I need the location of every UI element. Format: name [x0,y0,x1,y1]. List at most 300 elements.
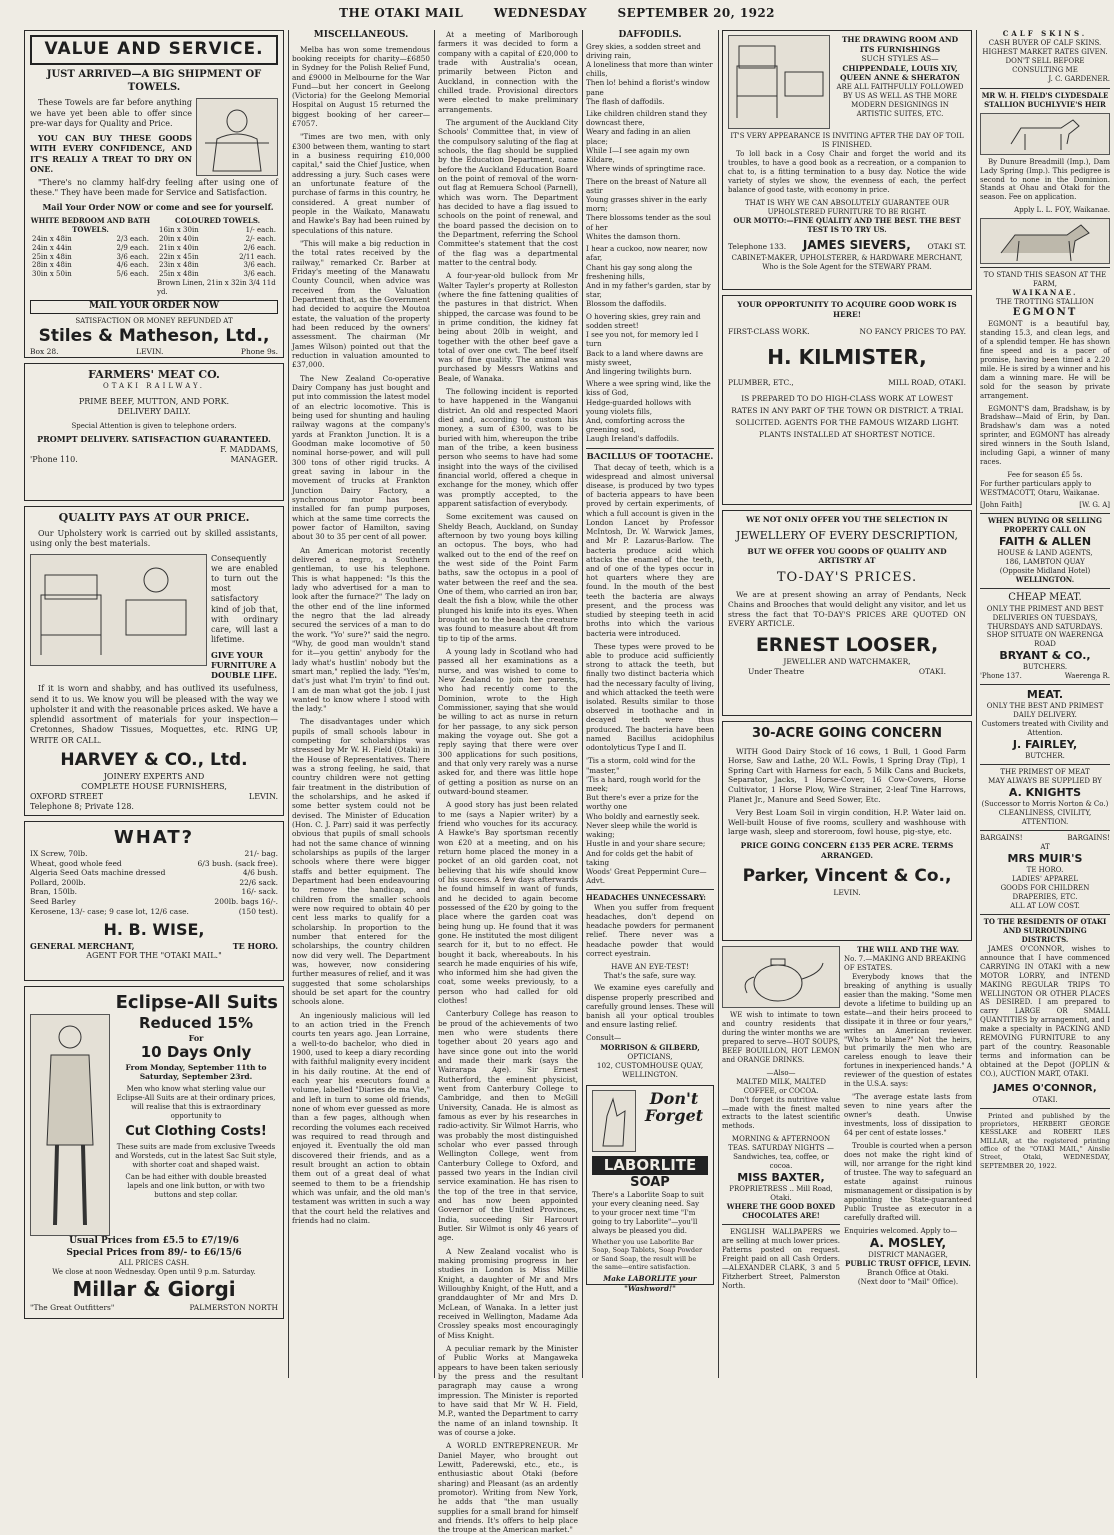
ad-text: DELIVERY DAILY. [117,407,191,417]
address: Under Theatre [748,666,805,676]
ad-text: JOINERY EXPERTS AND [103,771,205,781]
mail-order-banner: MAIL YOUR ORDER NOW [30,300,278,314]
column-rule [434,30,435,1378]
usual-prices: Usual Prices from £5.5 to £7/19/6 [69,1236,239,1247]
table-row [157,270,278,279]
white-towels-table [30,235,151,280]
firm-name: ERNEST LOOSER, [755,633,939,656]
section-title: MISCELLANEOUS. [313,30,409,40]
item: Algeria Seed Oats machine dressed [30,868,166,878]
address: (Next door to "Mail" Office). [857,1277,959,1286]
ad-headline: Don't [649,1088,699,1108]
harvey-ad [24,506,284,816]
headline: Cut Clothing Costs! [125,1123,267,1139]
towel-illustration [196,98,278,176]
town: Waerenga R. [1064,672,1110,681]
firm-name: MORRISON & GILBERD, [600,1042,700,1052]
article-paragraph: The argument of the Auckland City Schools' Committee that, in view of the compulsory saluting of the flag at schools, the flag should be supplied by the Education Department, came before the Auckland Education Board on the point of removal of the worn-out flag at Remuera School (Parnell), which was worn. The Department has decided to have a flag issued to schools on the point of renewal, and the board passed the decision on to the Department, referring the School Committee's statement that the cost of the flag was a departmental matter to the central body. [438,117,578,267]
ad-headline: CHEAP MEAT. [1008,591,1082,603]
ad-text: For [188,1033,204,1044]
towel-drawing [197,99,277,175]
ad-text: ARE ALL FAITHFULLY FOLLOWED BY US AS WELL AS THE MORE MODERN DESIGNINGS IN ARTISTIC SUITES, ETC. [836,82,964,118]
ad-text: THE PRIMEST OF MEAT [1000,768,1090,777]
article-paragraph: A New Zealand vocalist who is making promising progress in her studies in London is Miss Millie Knight, a daughter of Mr and Mrs Willoughby Knight, of the Hutt, and a granddaughter of Mr and Mrs D. McLean, of Wanaka. In a letter just received in Wellington, Madame Ada Crossley speaks most encouragingly of Miss Knight. [438,1246,578,1340]
ad-heading: HEADACHES UNNECESSARY: [586,893,706,903]
chairs-drawing [31,555,206,665]
firm-name: Stiles & Matheson, Ltd., [38,325,270,346]
laborlite-ad [586,1085,714,1293]
firm-name: H. B. WISE, [103,920,205,940]
table-row [157,235,278,244]
price: 6/3 bush. (sack free). [197,858,278,868]
town: OTAKI ST. [927,242,966,252]
white-towels-heading: WHITE BEDROOM AND BATH TOWELS. [30,215,151,234]
ad-text: Enquiries welcomed. Apply to— [844,1226,958,1235]
firm-name: MRS MUIR'S [1007,852,1083,866]
ad-text: ONLY THE PRIMEST AND BEST [986,604,1104,613]
special-prices: Special Prices from 89/- to £6/15/6 [66,1247,242,1258]
price: 1/- each. [245,225,276,234]
firm-name: H. KILMISTER, [767,344,927,369]
ad-text: Special Attention is given to telephone orders. [71,421,237,430]
branch: Branch Office at Otaki. [867,1268,949,1277]
ad-text: WE NOT ONLY OFFER YOU THE SELECTION IN [746,515,948,524]
ad-text: Very Best Loam Soil in virgin condition, H.P. Water laid on. Well-built House of five rooms, scullery and washhouse with large wash, sleep and storeroom, fowl house, pig-stye, etc. [728,808,966,837]
size: 16in x 30in [159,225,199,234]
poem-stanza: O hovering skies, grey rain and sodden street! I see you not, for memory led I turn Back to a land where dawns are misty sweet, And lingering twilights burn. [586,311,704,376]
ad-text: EGMONT'S dam, Bradshaw, is by Bradshaw—Maid of Erin, by Dan. Bradshaw's dam was a noted sprinter, and EGMONT has already sired winners in the South Island, including Gapi, a winner of many races. [980,404,1110,467]
ad-subheading: No. 7.—MAKING AND BREAKING OF ESTATES. [844,954,966,972]
ad-text: We are at present showing an array of Pendants, Neck Chains and Brooches that would delight any visitor, and let us stress the fact that TO-DAY'S PRICES ARE QUOTED ON EVERY ARTICLE. [728,590,966,629]
ad-text: ALL AT LOW COST. [1010,901,1080,910]
article-paragraph: A four-year-old bullock from Mr Walter Tayler's property at Rolleston (where the fine fattening qualities of the pastures in that district. When shipped, the carcase was found to be in prime condition, the kidney fat being about 20lb in weight, and together with the other beef gave a total of over one cwt. The beef itself was of fine quality. The animal was purchased by Messrs Watkins and Beale, of Wanaka. [438,271,578,383]
box-number: Box 28. [30,347,59,357]
suit-drawing [31,1015,109,1235]
price: 4/6 each. [116,261,149,270]
imprint: Printed and published by the proprietors, HERBERT GEORGE KESSLAKE and ROBERT ILES MILLAR, at the registered printing office of the "OTAKI MAIL," Ainslie Street, Otaki, WEDNESDAY, SEPTEMBER 20, 1922. [980,1111,1110,1170]
ad-text: Consult— [586,1033,622,1043]
kilminster-ad [722,295,972,505]
ad-title: QUALITY PAYS AT OUR PRICE. [58,511,250,524]
ad-motto: OUR MOTTO:—FINE QUALITY AND THE BEST. THE BEST TEST IS TO TRY US. [733,215,961,234]
ad-text: PRIME BEEF, MUTTON, AND PORK. [78,397,230,407]
article-paragraph: Canterbury College has reason to be proud of the achievements of two men who were students there together about 20 years ago and have since gone out into the world and made their mark (says the Wairarapa Age). Sir Ernest Rutherford, the eminent physicist, went from Canterbury College to Cambridge, and then to McGill University, Canada. He is almost as famous as ever by his researches in radio-activity. Sir Wilmot Harris, who was probably the most distinguished scholar who ever passed through Wellington College, went from Canterbury College to Oxford, and passed two years in the Indian civil service examination. He has risen to the top of the tree in that service, and has now been appointed Governor of the United Provinces, India, succeeding Sir Harcourt Butler. Sir Wilmot is only 46 years of age. [438,1009,578,1243]
trade: CABINET-MAKER, UPHOLSTERER, & HARDWARE MERCHANT, [731,253,963,262]
chairs-illustration [728,35,830,129]
ad-text: CASH BUYER OF CALF SKINS. HIGHEST MARKET RATES GIVEN. DON'T SELL BEFORE CONSULTING ME [982,38,1108,74]
horse-drawing [981,219,1111,263]
ad-text: Everybody knows that the breaking of anything is usually easier than the making. "Some men devote a lifetime to building up an estate—and their heirs proceed to dissipate it in three or four years," writes an American reviewer. "Who's to blame?" Not the heirs, but primarily the men who are careless enough to leave their fortunes in inexperienced hands." A reviewer of the question of estates in the U.S.A. says: [844,972,972,1089]
sievers-ad [722,30,972,290]
poem-stanza: Where a wee spring wind, like the kiss of God, Hedge-guarded hollows with young violets fills, And, comforting across the greening sod, Laugh Ireland's daffodils. [586,379,711,444]
ad-headline: TO THE RESIDENTS OF OTAKI AND SURROUNDING DISTRICTS. [983,916,1107,944]
price: 2/9 each. [116,243,149,252]
ad-text: Customers treated with Civility and Attention. [981,720,1109,738]
mosley-ad [844,945,972,1286]
poem-stanza: Like children children stand they downcast there, Weary and fading in an alien place; While I—I see again my own Kildare, Where winds of springtime race. [586,109,708,174]
article-paragraph: That decay of teeth, which is a widespread and almost universal disease, is produced by two types of bacteria appears to have been proved by certain experiments, of which a full account is given in the London Lancet by Professor McIntosh, Dr. W. Warwick James, and Mr P. Lazarus-Barlow. The bacteria produce acid which attacks the enamel of the teeth, and of one of the types occur in hot quarters where they are found. In the mouth of the best teeth the bacteria are always present, and the process was studied by steeping teeth in acid broths into which the various bacteria were introduced. [586,462,714,638]
looser-ad [722,510,972,716]
ad-headline: YOUR OPPORTUNITY TO ACQUIRE GOOD WORK IS HERE! [737,300,957,319]
ad-text: Whether you use Laborlite Bar Soap, Soap Tablets, Soap Powder or Sand Soap, the result will be the same—entire satisfaction. [592,1238,703,1272]
ad-text: Mail Your Order NOW or come and see for yourself. [42,202,274,213]
ad-text: There's a Laborlite Soap to suit your every cleaning need. Say to your grocer next time "I'm going to try Laborlite"—you'll always be pleased you did. [592,1191,704,1236]
ad-text: That's the safe, sure way. [603,971,697,981]
item: Wheat, good whole feed [30,858,122,868]
horse-illustration [980,113,1110,155]
town: LEVIN. [248,791,278,801]
ad-subtitle: JUST ARRIVED—A BIG SHIPMENT OF TOWELS. [46,68,262,93]
size: 25in x 48in [32,252,72,261]
ad-text: When you suffer from frequent headaches, don't depend on headache powders for permanent relief. There never was a headache powder that would correct eyestrain. [586,902,714,958]
ad-text: Trouble is courted when a person does not make the right kind of will, nor arrange for the right kind of trustee. The way to safeguard an estate against ruinous mismanagement or dissipation is by appointing the State-guaranteed Public Trustee as executor in a carefully drafted will. [844,1142,972,1222]
size: 21in x 40in [159,243,199,252]
trade: BUTCHER. [1025,752,1065,761]
ad-text: IT'S VERY APPEARANCE IS INVITING AFTER THE DAY OF TOIL IS FINISHED. [730,132,964,149]
ad-headline: MR W. H. FIELD'S CLYDESDALE STALLION BUCHLYVIE'S HEIR [981,90,1109,109]
ad-text: DELIVERIES ON TUESDAYS, THURSDAYS AND SATURDAYS. [987,613,1103,631]
column-rule [976,30,977,1378]
price: 21/- bag. [244,849,278,859]
town: PALMERSTON NORTH [189,1302,278,1312]
masthead-date: SEPTEMBER 20, 1922 [617,6,775,20]
table-row [30,261,151,270]
ad-text: WE wish to intimate to town and country residents that during the winter months we are prepared to serve—HOT SOUPS, BEEF BOUILLON, HOT LEMON and ORANGE DRINKS. [722,1011,840,1064]
tagline: "The Great Outfitters" [30,1302,115,1312]
size: 28in x 48in [32,261,72,270]
dates: From Monday, September 11th to Saturday, September 23rd. [125,1062,267,1082]
ad-text: THE TROTTING STALLION [995,298,1095,307]
ad-text: YOU CAN BUY THESE GOODS WITH EVERY CONFIDENCE, AND IT'S REALLY A TREAT TO DRY ON ONE. [30,133,192,174]
article-paragraph: "Times are two men, with only £300 between them, wanting to start in a business requiring £10,000 capital," said the Chief Justice, when addressing a jury. Such cases were an unfortunate feature of the purchase of farms in this country, he considered. A great number of people in the Waikato, Manawatu and Hawke's Bay had been ruined by speculations of this nature. [292,132,430,235]
ad-headline: JEWELLERY OF EVERY DESCRIPTION, [736,528,958,542]
trade: PLUMBER, ETC., [728,378,794,388]
column-2 [292,30,430,1378]
firm-name: FAITH & ALLEN [998,534,1092,548]
price-row [30,868,278,878]
trade: JEWELLER AND WATCHMAKER, [783,657,911,667]
ad-text: MAY ALWAYS BE SUPPLIED BY [988,777,1102,786]
ad-text: "There's no clammy half-dry feeling after using one of these." They have been made for Service and Satisfaction. [30,177,278,198]
ad-text: FIRST-CLASS WORK. [728,327,810,337]
firm-name: JAMES O'CONNOR, [993,1083,1097,1095]
hand-illustration [592,1090,636,1152]
column-1 [24,30,284,1378]
column-5 [722,30,972,1378]
product-name: SOAP [630,1174,670,1190]
ad-headline: Forget [644,1106,704,1126]
article-paragraph: A peculiar remark by the Minister of Public Works at Mangaweka appears to have been taken seriously by the press and the resultant paragraph may cause a wrong impression. The Minister is reported to have said that Mr W. H. Field, M.P., wanted the Department to carry the name of an inland township. It was of course a joke. [438,1343,578,1437]
ad-text: MALTED MILK, MALTED COFFEE, or COCOA. [736,1077,826,1095]
verse: 'Tis a storm, cold wind for the "master," 'Tis a hard, rough world for the meek; But there's ever a prize for the worthy one Who boldly and earnestly seek. Never sleep while the world is waking; Hustle in and your share secure; And for colds get the habit of taking Woods' Great Peppermint Cure—Advt. [586,756,707,886]
ad-text: BUT WE OFFER YOU GOODS OF QUALITY AND ARTISTRY AT [747,546,947,566]
ad-text: GOODS FOR CHILDREN [1000,884,1090,893]
manager-name: F. MADDAMS, [220,444,278,454]
ad-text: We close at noon Wednesday. Open until 9 p.m. Saturday. [52,1268,256,1277]
table-row [30,235,151,244]
ad-text: We examine eyes carefully and dispense properly prescribed and carefully ground lenses. These will banish all your optical troubles and ensure lasting relief. [586,983,714,1030]
firm-name: JAMES SIEVERS, [802,238,911,253]
manager-title: MANAGER. [230,454,278,464]
size: 30in x 50in [32,270,72,279]
horse-name: EGMONT [1012,307,1078,319]
price-row [30,907,278,917]
ad-text: THE DRAWING ROOM AND ITS FURNISHINGS [841,35,959,54]
size: 22in x 45in [159,252,199,261]
signature: [W. G. A] [1079,501,1110,510]
poem-title: DAFFODILS. [618,30,682,40]
town: OTAKI. [1032,1095,1058,1104]
ad-text: BARGAINS! [980,834,1023,843]
ad-title: WHAT? [113,827,195,848]
ad-text: JAMES O'CONNOR, wishes to announce that I have commenced CARRYING IN OTAKI with a new MOTOR LORRY, and INTEND MAKING REGULAR TRIPS TO WELLINGTON OR OTHER PLACES AS DESIRED. I am prepared to carry LARGE OR SMALL QUANTITIES by arrangement, and I make a specialty in PACKING AND REMOVING FURNITURE to any part of the country. Reasonable terms and information can be obtained at the Depot (JOPLIN & CO.), AUCTION MART, OTAKI. [980,944,1110,1079]
role: DISTRICT MANAGER, [868,1250,948,1259]
article-paragraph: The following incident is reported to have happened in the Wanganui district. An old and respected Maori died and, according to custom his money, a sum of £300, was to be buried with him, whereupon the tribe man of the tribe, a keen business person who seems to have had some insight into the ways of the civilised financial world, offered a cheque in exchange for the money, which offer was promptly accepted, to the apparent satisfaction of everybody. [438,387,578,509]
phone: Telephone 8; Private 128. [30,802,134,812]
price-row [30,878,278,888]
ad-text: EGMONT is a beautiful bay, standing 15.3, and clean legs, and of a splendid temper. He has shown fine speed and is a pacer of promise, having been timed a 2.20 mile. He is sired by a winner and his dam a winning mare. He will be sold for the season by private arrangement. [980,319,1111,400]
ad-text: To loll back in a Cosy Chair and forget the world and its troubles, to have a good book as a recreation, or a companion to chat to, is a fitting termination to a busy day. Notice the wide variety of styles we show, the evenness of each, the perfect balance of good taste, with economy in price. [728,149,966,194]
ad-text: These Towels are far before anything we have yet been able to offer since pre-war days for Quality and Price. [30,98,192,128]
agent-line: AGENT FOR THE "OTAKI MAIL." [86,950,222,960]
price: 2/11 each. [239,252,276,261]
firm-name: J. C. GARDENER. [1048,74,1110,83]
price: 3/6 each. [243,261,276,270]
ad-text: WAIKANAE. [1012,288,1078,298]
street: OXFORD STREET [30,791,104,801]
price: 200lb. bags 16/-. [214,897,278,906]
teapot-drawing [723,947,841,1007]
price: 3/6 each. [243,270,276,279]
ad-text: IS PREPARED TO DO HIGH-CLASS WORK AT LOWEST RATES IN ANY PART OF THE TOWN OR DISTRICT. A TRIAL SOLICITED. AGENTS FOR THE FAMOUS WIZARD LIGHT. PLANTS INSTALLED AT SHORTEST NOTICE. [731,393,963,439]
firm-name: A. MOSLEY, [869,1235,947,1250]
fee: Fee for season £5 5s. [1007,471,1083,480]
duration: 10 Days Only [140,1043,252,1062]
table-row [30,253,151,262]
size: 24in x 48in [32,234,72,243]
item: Bran, 150lb. [30,887,78,897]
ad-text: THAT IS WHY WE CAN ABSOLUTELY GUARANTEE OUR UPHOLSTERED FURNITURE TO BE RIGHT. [744,198,950,216]
address: PROPRIETRESS .. Mill Road, Otaki. [729,1185,833,1203]
item: IX Screw, 70lb. [30,849,88,859]
ad-text: SATISFACTION OR MONEY REFUNDED AT [75,316,233,325]
table-row [157,226,278,235]
firm-name: BRYANT & CO., [999,649,1091,663]
ad-text: Men who know what sterling value our Eclipse-All Suits are at their ordinary prices, will realise that this is extraordinary opportunity to [116,1084,276,1120]
ad-text: SHOP SITUATE ON WAERENGA ROAD [986,631,1104,649]
price: (150 test). [238,906,278,916]
ad-text: TO STAND THIS SEASON AT THE FARM, [983,271,1107,289]
ad-text: DRAPERIES, ETC. [1012,892,1078,901]
item: Pollard, 200lb. [30,877,86,887]
table-row [157,244,278,253]
hand-drawing [593,1091,635,1151]
discount: Reduced 15% [138,1014,254,1033]
farmers-meat-ad [24,363,284,501]
horse-illustration [980,218,1110,264]
ad-headline: HAVE AN EYE-TEST! [611,961,689,971]
ad-text: BARGAINS! [1067,834,1110,843]
column-rule [582,30,583,1378]
firm-name: A. KNIGHTS [1008,786,1082,800]
item: Kerosene, 13/- case; 9 case lot, 12/6 case. [30,906,189,916]
contact: Apply L. L. FOY, Waikanae. [1014,206,1110,215]
coloured-towels-heading: COLOURED TOWELS. [174,215,261,225]
firm-name: Parker, Vincent & Co., [742,866,952,887]
ad-headline: CALF SKINS. [1002,29,1088,38]
ad-headline: MEAT. [1026,688,1064,702]
ad-text: ONLY THE BEST AND PRIMEST DAILY DELIVERY. [986,702,1104,720]
masthead-day: WEDNESDAY [493,6,587,20]
horse-drawing [981,114,1111,154]
address: MILL ROAD, OTAKI. [888,378,966,388]
office: PUBLIC TRUST OFFICE, LEVIN. [845,1258,971,1268]
price: 2/6 each. [243,243,276,252]
price-row [30,897,278,907]
ad-text: Consequently we are enabled to turn out the most satisfactory kind of job that, with ordinary care, will last a lifetime. [211,553,278,645]
ad-slogan: GIVE YOUR FURNITURE A DOUBLE LIFE. [211,649,278,681]
ad-headline: 30-ACRE GOING CONCERN [752,726,942,741]
size: 20in x 40in [159,234,199,243]
table-row [30,270,151,279]
firm-name: Millar & Giorgi [72,1276,236,1301]
phone: Telephone 133. [728,242,787,252]
firm-name: HARVEY & CO., Ltd. [60,749,248,770]
ad-text: WHEN BUYING OR SELLING PROPERTY CALL ON [988,516,1102,534]
coloured-towels-table [157,226,278,280]
table-row [157,253,278,262]
ad-text: —Also— [766,1068,796,1077]
price-row [30,859,278,869]
ad-text: COMPLETE HOUSE FURNISHERS, [81,781,227,791]
address: 186, LAMBTON QUAY [1005,557,1085,566]
ad-slogan: WHERE THE GOOD BOXED CHOCOLATES ARE! [726,1202,836,1221]
price: 4/6 bush. [242,868,278,878]
masthead [0,6,1114,24]
ad-text: (Successor to Morris Norton & Co.) [981,800,1109,809]
article-paragraph: Melba has won some tremendous booking receipts for charity—£6850 in Sydney for the Polish Relief Fund, and £9000 in Melbourne for the War Fund—but her concert in Geelong (Victoria) for the Geelong Memorial Hospital on August 15 returned the biggest booking of her career—£7057. [292,44,430,129]
price: 22/6 sack. [239,877,278,887]
address: 102, CUSTOMHOUSE QUAY, WELLINGTON. [596,1061,704,1080]
trade: OPTICIANS, [627,1051,673,1061]
parker-vincent-ad [722,721,972,941]
article-paragraph: An ingeniously malicious will led to an action tried in the French courts ten years ago. Jean Lorraine, a well-to-do bachelor, who died in 1900, used to keep a diary recording with faithful malignity every incident in his daily routine. At the end of each year his executors found a volume, labelled "Diaries de ma Vie," and left in turn to some old friends, none of whom ever guessed as more than a few pages, although when recording the volumes each received was required to read through and enjoyed it. Eventually the old man discovered their friends, and as a result brought an action to obtain them out of a great deal of what seemed to them to be a friendship which was unfair, and the old man's testament was written in such a way that the court held the relatives and friends had no claim. [292,1010,430,1225]
ad-subtitle: OTAKI RAILWAY. [103,382,205,391]
ad-text: HOUSE & LAND AGENTS, [997,549,1093,557]
article-paragraph: A WORLD ENTREPRENEUR. Mr Daniel Mayer, who brought out Lewitt, Paderewski, etc., etc., is enthusiastic about Otaki (before sharing) and Pleasant (as an ardently promotor). Writing from New York, he adds that "the man usually supplies for a small brand for himself and friends. It's offers to help place the troupe at the American market." [438,1441,578,1535]
price: 2/- each. [245,234,276,243]
phone: 'Phone 137. [980,672,1022,681]
ad-headline: TO-DAY'S PRICES. [776,569,918,585]
price: 5/6 each. [116,270,149,279]
price: 3/6 each. [116,252,149,261]
town: OTAKI. [918,666,946,676]
article-paragraph: A good story has just been related to me (says a Napier writer) by a friend who vouches for its accuracy. A Hawke's Bay sportsman recently won £20 at a meeting, and on his return home placed the money in a pocket of an old garden coat, not believing that his wife should know of his success. A few days afterwards he found himself in want of funds, and he decided to again become possessed of the £20 by going to the place where the garden coat was being hung up. He found that it was gone. He instituted the most diligent search for it, but to no effect. He bought it back, whereabouts. In his search he made enquiries of his wife, who informed him she had given the coat, some weeks previously, to a person who had called for old clothes! [438,800,578,1006]
price: 2/3 each. [116,234,149,243]
ad-text: These suits are made from exclusive Tweeds and Worsteds, cut in the latest Sac Suit style, with shorter coat and shaped waist. [115,1143,277,1170]
column-6 [980,30,1110,1378]
town: TE HORO. [1026,866,1064,875]
column-4 [586,30,714,1378]
town: LEVIN. [833,887,861,897]
bottom-row [722,945,972,1290]
column-rule [288,30,289,1378]
eclipse-suits-ad [24,986,284,1319]
ad-text: MORNING & AFTERNOON TEAS. SATURDAY NIGHTS — Sandwiches, tea, coffee, or cocoa. [728,1135,834,1171]
poem-stanza: There on the breast of Nature all astir Young grasses shiver in the early morn; There blossoms tender as the soul of her Whites the damson thorn. [586,176,711,241]
firm-name: MISS BAXTER, [737,1171,825,1185]
ad-title: FARMERS' MEAT CO. [88,368,220,381]
town: LEVIN. [136,347,164,357]
article-paragraph: An American motorist recently delivered a negro, a Southern gentleman, to use his telephone. This is what happened: "Is this the lady who advertised for a man to look after the furnace?" The lady on the other end of the line informed the negro that the lad already secured the services of a man to do the work. "Yo' sure?" said the negro. "Why, de good man wouldn't stand for it—you gettin' anybody for the lady what's hustlin' nobody but the smart man," replied the lady. "Yes'm, dat's just what I'm tryin' to find out. I am de man what got the job. I just wanted to know where I stood with the lady." [292,545,430,714]
poem-stanza: I hear a cuckoo, now nearer, now afar, Chant his gay song along the freshening hills, And in my father's garden, star by star, Blossom the daffodils. [586,244,711,309]
ad-text: If it is worn and shabby, and has outlived its usefulness, send it to us. We know you will be pleased with the way we upholster it and with the reasonable prices asked. We have a splendid assortment of materials for your inspection—Cretonnes, Shadow Tissues, Moquettes, etc. RING UP, WRITE OR CALL. [30,684,278,745]
ad-title: VALUE AND SERVICE. [30,35,278,65]
ad-text: Don't forget its nutritive value—made with the finest malted extracts to the latest scientific methods. [722,1095,840,1131]
trade: BUTCHERS. [1022,663,1068,672]
phone: 'Phone 110. [30,454,78,464]
price: 16/- sack. [241,887,278,897]
town: TE HORO. [232,940,278,951]
size: 24in x 44in [32,243,72,252]
town: WELLINGTON. [1015,574,1075,584]
masthead-title: THE OTAKI MAIL [339,6,464,20]
ad-text: CLEANLINESS, CIVILITY, ATTENTION. [998,809,1092,827]
ad-text: Can be had either with double breasted lapels and one link button, or with two buttons and step collar. [125,1173,267,1200]
size: 23in x 48in [159,261,199,270]
column-3 [438,30,578,1535]
armchair-drawing [729,36,829,128]
price-row [30,849,278,859]
phone: Phone 9s. [240,347,278,357]
ad-headline: THE WILL AND THE WAY. [857,945,959,954]
ad-text: CHIPPENDALE, LOUIS XIV, [842,63,958,73]
ad-text: PROMPT DELIVERY. SATISFACTION GUARANTEED. [37,434,271,445]
column-rule [718,30,719,1378]
brown-linen: Brown Linen, 21in x 32in 3/4 11d yd. [157,279,276,297]
man-in-suit-illustration [30,1014,110,1236]
ad-text: ENGLISH WALLPAPERS we are selling at much lower prices. Patterns posted on request. Freight paid on all Cash Orders.—ALEXANDER CLARK, 3 and 5 Fitzherbert Street, Palmerston North. [722,1228,840,1290]
ad-slogan: Make LABORLITE your "Washword!" [603,1274,697,1293]
article-paragraph: A young lady in Scotland who had passed all her examinations as a nurse, and was wished to come to New Zealand to join her parents, who had recently come to the Dominion, wrote to the High Commissioner, saying that she would be willing to act as nurse in return for her passage, to any sick person making the voyage out. She got a reply saying that there were over 300 applications for such positions, and that only very rarely was a nurse asked for, and there was little hope of getting a position as nurse on an outward-bound steamer. [438,647,578,796]
item: Seed Barley [30,897,76,906]
poem-stanza: Grey skies, a sodden street and driving rain, A loneliness that more than winter chills, Then lo! behind a florist's window pane The flash of daffodils. [586,41,713,106]
ad-text: NO FANCY PRICES TO PAY. [859,327,966,337]
article-paragraph: These types were proved to be able to produce acid sufficiently strong to attack the teeth, but finally two distinct bacteria which had the necessary faculty of living, and which attacked the teeth were isolated. Results similar to those observed in toothache and in decayed teeth were thus produced. The bacteria have been named Bacillus acidophilus odontolyticus Type I and II. [586,641,714,753]
article-paragraph: At a meeting of Marlborough farmers it was decided to form a company with a capital of £20,000 to trade with Australia's ocean, primarily between Picton and Auckland, in connection with the chilled trade. Provisional directors were elected to make preliminary arrangements. [438,30,578,114]
ad-text: LADIES' APPAREL [1011,875,1079,884]
size: 25in x 48in [159,270,199,279]
article-paragraph: "This will make a big reduction in the total rates received by the railway," remarked Cr. Barber at Friday's meeting of the Manawatu County Council, when advice was received from the Valuation Department that, as the Government had decided to acquire the Moutoa estate, the valuation of the property had been reduced by the owners' assessment. The chairman (Mr James Wilson) pointed out that the reduction in valuation amounted to £37,000. [292,239,430,370]
agent-line: Who is the Sole Agent for the STEWARY PRAM. [762,262,932,271]
address: (Opposite Midland Hotel) [999,566,1091,575]
trade: GENERAL MERCHANT, [30,940,135,951]
ad-text: AT [1040,843,1050,852]
ad-title: Eclipse-All Suits [115,992,278,1013]
firm-name: J. FAIRLEY, [1012,738,1078,752]
article-paragraph: Some excitement was caused on Sheldy Beach, Auckland, on Sunday afternoon by two young boys killing an octopus. The boys, who had walked out to the end of the reef on the west side of the Point Farm baths, saw the octopus in a pool of water between the reef and the sea. One of them, who carried an iron bar, dealt the fish a blow, while the other plunged his knife into its eyes. When brought on to the beach the creature was found to measure about 4ft from tip to tip of the arms. [438,512,578,643]
baxter-ad [722,946,840,1290]
ad-text: "The average estate lasts from seven to nine years after the owner's death. Unwise investments, loss of dissipation to 64 per cent of estate losses." [844,1093,972,1138]
ad-text: WITH Good Dairy Stock of 16 cows, 1 Bull, 1 Good Farm Horse, Saw and Lathe, 20 W.L. Fowls, 1 Spring Dray (Tip), 1 Spring Cart with Harness for each, 5 Milk Cans and Buckets, Separator, Jacks, 1 Horse-Cover, 16 Cow-Covers, Horse Cultivator, 1 Horse Plow, Wire Strainer, 2-leaf Tine Harrows, Planet Jr., Manure and Seed Sower, Etc. [728,746,966,804]
teapot-illustration [722,946,840,1008]
table-row [30,244,151,253]
ad-text: QUEEN ANNE & SHERATON [839,73,961,83]
article-paragraph: The disadvantages under which pupils of small schools labour in competing for scholarships was stressed by Mr W. H. Field (Otaki) in the House of Representatives. There was a strong feeling, he said, that country children were not getting fair treatment in the distribution of the scholarships, and he asked if some better system could not be devised. The Minister of Education (Hon. C. J. Parr) said it was perfectly obvious that pupils of small schools had not the same chance of winning scholarships as pupils of the larger schools where there were bigger staffs and better equipment. The Department had been endeavouring to remove the handicap, and children from the smaller schools were now required to obtain 40 per cent less marks to qualify for a scholarship. In proportion to the number that entered for the scholarships, the country children now did very well. The Department was, however, now considering further measures of relief, and it was suggested that some scholarships should be set apart for the country schools alone. [292,717,430,1007]
article-paragraph: The New Zealand Co-operative Dairy Company has just bought and put into commission the latest model of an electric locomotive. This is being used for shunting and hauling railway wagons at the company's yards at Frankton Junction. It is a Goodman make locomotive of 50 nominal horse-power, and will pull 300 tons of other rigid trucks. A great saving in labour in the movement of trucks at Frankton Junction Dairy Factory, a synchronous motor has been installed for fan pump purposes, which at the same time corrects the power factor of Hamilton, saving about 30 to 35 per cent of all power. [292,373,430,542]
towels-ad [24,30,284,358]
ad-text: SUCH STYLES AS— [861,54,939,64]
